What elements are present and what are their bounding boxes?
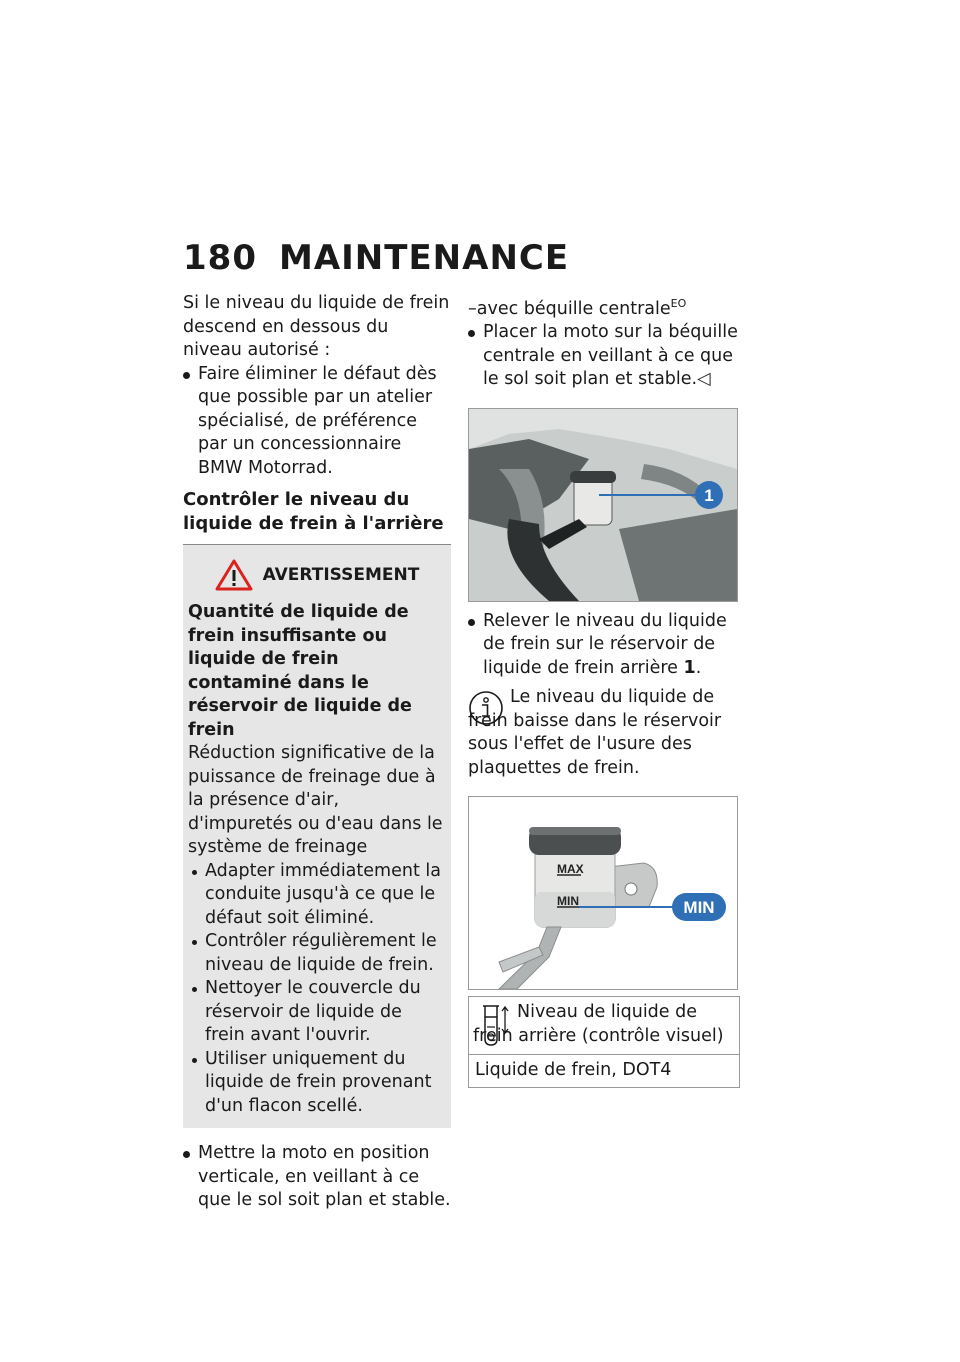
bullet-read-level: Relever le niveau du liquide de frein sur le réservoir de liquide de frein arrière 1.: [468, 610, 738, 681]
section-heading: Contrôler le niveau du liquide de frein à l'arrière: [183, 489, 444, 534]
gauge-icon: [475, 1003, 511, 1047]
warning-subtitle: Quantité de liquide de frein insuffisante ou liquide de frein contaminé dans le réservoir de liquide de frein: [188, 602, 412, 740]
warning-item: Utiliser uniquement du liquide de frein provenant d'un flacon scellé.: [188, 1048, 446, 1119]
warning-box: [183, 545, 451, 1128]
page-number: 180: [183, 238, 257, 278]
warning-item: Contrôler régulièrement le niveau de liquide de frein.: [188, 930, 446, 977]
warning-item: Adapter immédiatement la conduite jusqu'à ce que le défaut soit éliminé.: [188, 860, 446, 931]
reservoir-min-max-illustration: [469, 797, 737, 989]
figure1-callout: 1: [704, 485, 714, 505]
variant-line: –avec béquille centrale$^{EO}$: [468, 297, 687, 319]
variant-superscript: EO: [670, 297, 687, 310]
end-mark: ◁: [697, 369, 711, 390]
left-column: [183, 292, 451, 1213]
bullet-upright: Mettre la moto en position verticale, en veillant à ce que le sol soit plan et stable.: [183, 1142, 451, 1213]
page-header: [183, 238, 569, 278]
intro-text: Si le niveau du liquide de frein descend en dessous du niveau autorisé :: [183, 293, 450, 360]
spec-table: [468, 996, 740, 1088]
min-label: MIN: [557, 894, 579, 909]
rear-reservoir-illustration: [469, 409, 737, 601]
bullet-center-stand: Placer la moto sur la béquille centrale en veillant à ce que le sol soit plan et stable.◁: [468, 321, 738, 392]
min-callout: MIN: [683, 898, 715, 918]
spec-label: Niveau de liquide de frein arrière (contrôle visuel): [473, 1002, 724, 1046]
warning-header: [188, 559, 446, 591]
max-label: MAX: [557, 862, 584, 877]
page-title: MAINTENANCE: [279, 238, 570, 278]
info-text: Le niveau du liquide de frein baisse dans le réservoir sous l'effet de l'usure des plaquettes de frein.: [468, 687, 722, 778]
warning-item: Nettoyer le couvercle du réservoir de liquide de frein avant l'ouvrir.: [188, 977, 446, 1048]
bullet-fix-defect: Faire éliminer le défaut dès que possible par un atelier spécialisé, de préférence par un concessionnaire BMW Motorrad.: [183, 363, 451, 481]
ref-number: 1: [683, 657, 696, 678]
spec-label-row: [469, 997, 739, 1055]
spec-value: Liquide de frein, DOT4: [475, 1060, 672, 1081]
figure-rear-reservoir-photo: [468, 408, 738, 602]
warning-body: Réduction significative de la puissance de freinage due à la présence d'air, d'impuretés ou d'eau dans le système de freinage: [188, 743, 443, 857]
figure-min-max-reservoir: [468, 796, 738, 990]
warning-title: AVERTISSEMENT: [262, 565, 420, 585]
warning-triangle-icon: [215, 559, 253, 591]
info-icon: [468, 690, 504, 726]
info-note: [468, 686, 738, 780]
right-column: [468, 292, 738, 1088]
